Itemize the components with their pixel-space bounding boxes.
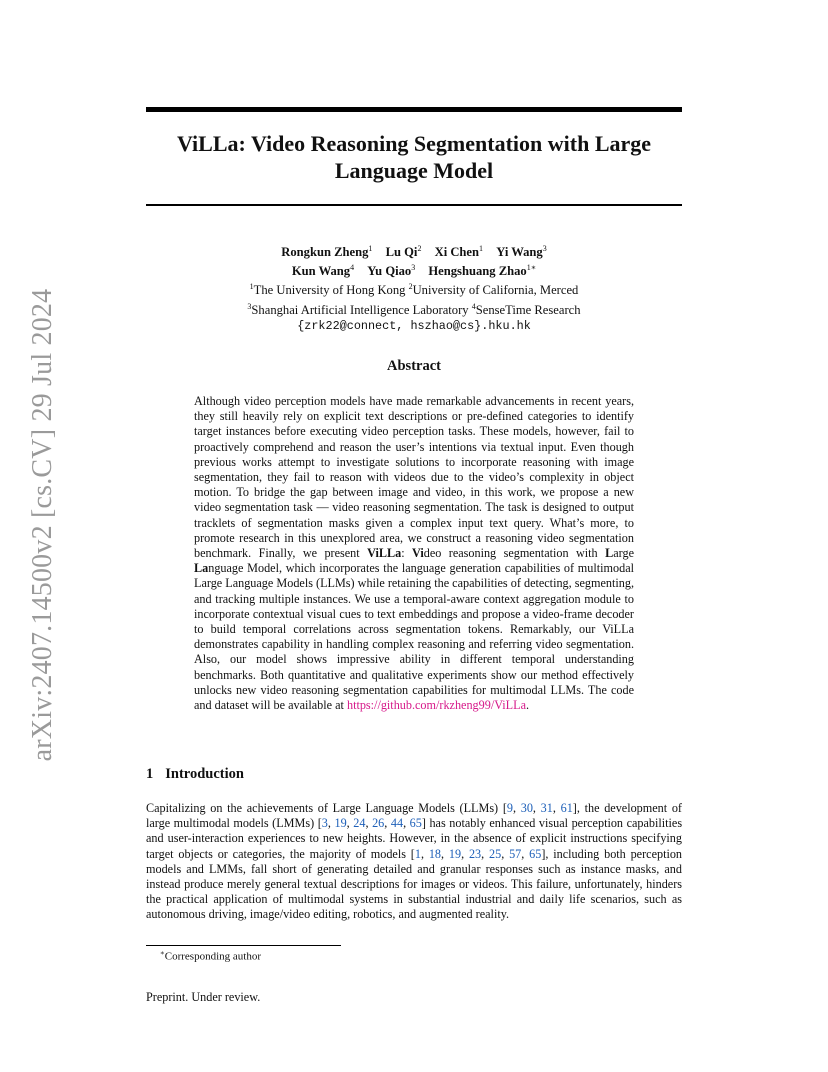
citation-link[interactable]: 30 — [520, 801, 533, 815]
citation-link[interactable]: 18 — [428, 846, 441, 861]
github-link[interactable]: https://github.com/rkzheng99/ViLLa — [346, 698, 526, 713]
citation-link[interactable]: 44 — [390, 816, 404, 831]
introduction-paragraph: Capitalizing on the achievements of Large Language Models (LLMs) [9, 30, 31, 61], the development of large multimodal models (LMMs) [3, 19, 24, 26, 44, 65] has notably enhanced visual perception capabilities and user-interaction experiences to new heights. However, in the absence of explicit instructions specifying target objects or categories, the majority of models [1, 18, 19, 23, 25, 57, 65], including both perception models and LMMs, fall short of generating detailed and granular responses such as instance masks, and instead produce merely general textual descriptions for images or videos. This failure, unfortunately, hinders the practical application of multimodal systems in substantial industrial and daily life scenarios, such as autonomous driving, image/video editing, robotics, and augmented reality. — [146, 801, 683, 922]
citation-group: 1, 18, 19, 23, 25, 57, 65 — [414, 846, 542, 861]
author-line-1 — [146, 241, 682, 260]
affiliation-line-1: $^1$The University of Hong Kong $^2$University of California, Merced — [249, 282, 579, 298]
citation-link[interactable]: 9 — [506, 801, 513, 815]
citation-link[interactable]: 57 — [509, 846, 522, 861]
paper-title — [146, 130, 682, 184]
author-name: Yu Qiao$^3$ — [367, 263, 416, 279]
footnote: ∗Corresponding author — [160, 949, 261, 963]
abstract-heading: Abstract — [387, 358, 441, 374]
title-top-rule — [146, 107, 682, 112]
citation-link[interactable]: 19 — [334, 816, 347, 831]
author-line-2 — [146, 260, 682, 279]
citation-group: 9, 30, 31, 61 — [506, 801, 573, 815]
citation-link[interactable]: 23 — [468, 846, 482, 861]
author-emails: {zrk22@connect, hszhao@cs}.hku.hk — [297, 318, 531, 333]
citation-link[interactable]: 26 — [372, 816, 385, 831]
citation-link[interactable]: 61 — [560, 801, 573, 815]
author-block — [146, 241, 682, 334]
citation-link[interactable]: 31 — [540, 801, 553, 815]
citation-link[interactable]: 65 — [529, 846, 542, 861]
author-name: Lu Qi$^2$ — [385, 244, 422, 260]
citation-link[interactable]: 25 — [489, 846, 502, 861]
arxiv-identifier-stamp: arXiv:2407.14500v2 [cs.CV] 29 Jul 2024 — [27, 288, 58, 762]
section-heading-introduction: 1 Introduction — [146, 766, 244, 782]
preprint-notice: Preprint. Under review. — [146, 990, 261, 1004]
citation-link[interactable]: 65 — [409, 816, 422, 831]
author-name: Rongkun Zheng$^1$ — [281, 244, 373, 260]
affiliation-line-2: $^3$Shanghai Artificial Intelligence Laboratory $^4$SenseTime Research — [247, 301, 581, 317]
abstract-text: Although video perception models have made remarkable advancements in recent years, they still heavily rely on explicit text descriptions or pre-defined categories to identify target instances before executing video perception tasks. These models, however, fail to proactively comprehend and reason the user’s intentions via textual input. Even though previous works attempt to investigate solutions to incorporate reasoning with image segmentation, they fail to reason with videos due to the video’s complexity in object motion. To bridge the gap between image and video, in this work, we propose a new video segmentation task — video reasoning segmentation. The task is designed to output tracklets of segmentation masks given a complex input text query. What’s more, to promote research in this unexplored area, we construct a reasoning video segmentation benchmark. Finally, we present ViLLa: Video reasoning segmentation with Large Language Model, which incorporates the language generation capabilities of multimodal Large Language Models (LLMs) while retaining the capabilities of detecting, segmenting, and tracking multiple instances. We use a temporal-aware context aggregation module to incorporate contextual visual cues to text embeddings and propose a video-frame decoder to build temporal correlations across segmentation tokens. Remarkably, our ViLLa demonstrates capability in handling complex reasoning and referring video segmentation. Also, our model shows impressive ability in different temporal understanding benchmarks. Both quantitative and qualitative experiments show our method effectively unlocks new video reasoning segmentation capabilities for multimodal LLMs. The code and dataset will be available at https://github.com/rkzheng99/ViLLa. — [194, 394, 634, 713]
author-name: Kun Wang$^4$ — [291, 263, 355, 279]
author-name: Hengshuang Zhao$^{1∗}$ — [428, 263, 537, 279]
author-name: Xi Chen$^1$ — [434, 244, 484, 260]
citation-link[interactable]: 24 — [353, 816, 366, 831]
title-bottom-rule — [146, 204, 682, 206]
title-line-2: Language Model — [334, 158, 494, 183]
author-name: Yi Wang$^3$ — [496, 244, 547, 260]
citation-link[interactable]: 19 — [448, 846, 462, 861]
citation-link[interactable]: 1 — [414, 846, 421, 861]
title-line-1: ViLLa: Video Reasoning Segmentation with Large — [176, 131, 652, 156]
citation-group: 3, 19, 24, 26, 44, 65 — [321, 816, 422, 831]
citation-link[interactable]: 3 — [321, 816, 328, 831]
footnote-rule — [146, 945, 341, 946]
